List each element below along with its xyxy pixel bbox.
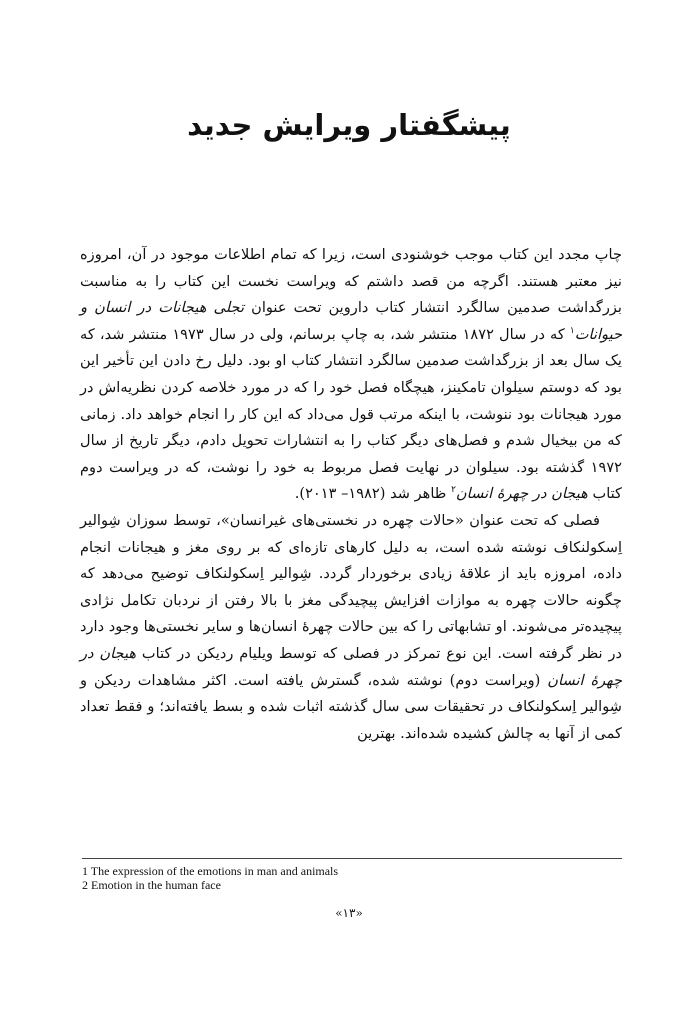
body-text	[80, 242, 622, 747]
paragraph-2-text-b: (ویراست دوم) نوشته شده، گسترش یافته است. اکثر مشاهدات ردیکن و شِوالیر اِسکولنکاف در تحقیقات سی سال گذشته اثبات شده و بسط یافته‌اند؛ و فقط تعداد کمی از آنها به چالش کشیده شده‌اند. بهترین	[80, 671, 622, 742]
paragraph-2-text-a: فصلی که تحت عنوان «حالات چهره در نخستی‌های غیرانسان»، توسط سوزان شِوالیر اِسکولنکاف نوشته شده است، به دلیل کارهای تازه‌ای که بر روی مغز و هیجانات انجام داده، امروزه باید از علاقهٔ زیادی برخوردار گردد. شِوالیر اِسکولنکاف توضیح می‌دهد که چگونه حالات چهره به موازات افزایش پیچیدگی مغز با بالا رفتن از نردبان تکامل نژادی پیچیده‌تر می‌شوند. او تشابهاتی را که بین حالات چهرهٔ انسان‌ها و سایر نخستی‌ها وجود دارد در نظر گرفته است. این نوع تمرکز در فصلی که توسط ویلیام ردیکن در کتاب	[80, 511, 622, 662]
paragraph-1-text-a: چاپ مجدد این کتاب موجب خوشنودی است، زیرا که تمام اطلاعات موجود در آن، امروزه نیز معتبر هستند. اگرچه من قصد داشتم که ویراست نخست این کتاب را به مناسبت بزرگداشت صدمین سالگرد انتشار کتاب داروین تحت عنوان	[80, 246, 622, 317]
page-title: پیشگفتار ویرایش جدید	[187, 108, 511, 142]
footnote-1: 1 The expression of the emotions in man and animals	[82, 864, 339, 878]
footnote-ref-1: ۱	[569, 325, 575, 336]
paragraph-1-text-c: ظاهر شد (۱۹۸۲– ۲۰۱۳).	[294, 485, 452, 503]
page-number: «۱۳»	[335, 906, 363, 920]
book-title-emotion-face: هیجان در چهرهٔ انسان	[455, 485, 588, 503]
footnote-divider	[82, 858, 622, 859]
footnotes	[82, 864, 622, 892]
paragraph-1-text-b: که در سال ۱۸۷۲ منتشر شد، به چاپ برسانم، ولی در سال ۱۹۷۳ منتشر شد، که یک سال بعد از بزرگداشت صدمین سالگرد انتشار کتاب او بود. دلیل رخ دادن این تأخیر این بود که دوستم سیلوان تامکینز، هیچگاه فصل خود را که در مورد خلاصه کردن نظریه‌اش در مورد هیجانات بود ننوشت، با اینکه مرتب قول می‌داد که این کار را انجام خواهد داد. زمانی که من بیخیال شدم و فصل‌های دیگر کتاب را به انتشارات تحویل دادم، دیگر تاریخ از سال ۱۹۷۲ گذشته بود. سیلوان در نهایت فصل مربوط به خود را نوشت، که در ویراست دوم کتاب	[80, 325, 622, 503]
footnote-ref-2: ۲	[451, 485, 456, 496]
footnote-2: 2 Emotion in the human face	[82, 878, 221, 892]
paragraph-2	[80, 508, 622, 747]
book-title-emotion-face-2: هیجان در چهرهٔ انسان	[80, 644, 622, 689]
book-title-darwin: تجلی هیجانات در انسان و حیوانات	[80, 299, 623, 343]
paragraph-1	[80, 242, 622, 508]
